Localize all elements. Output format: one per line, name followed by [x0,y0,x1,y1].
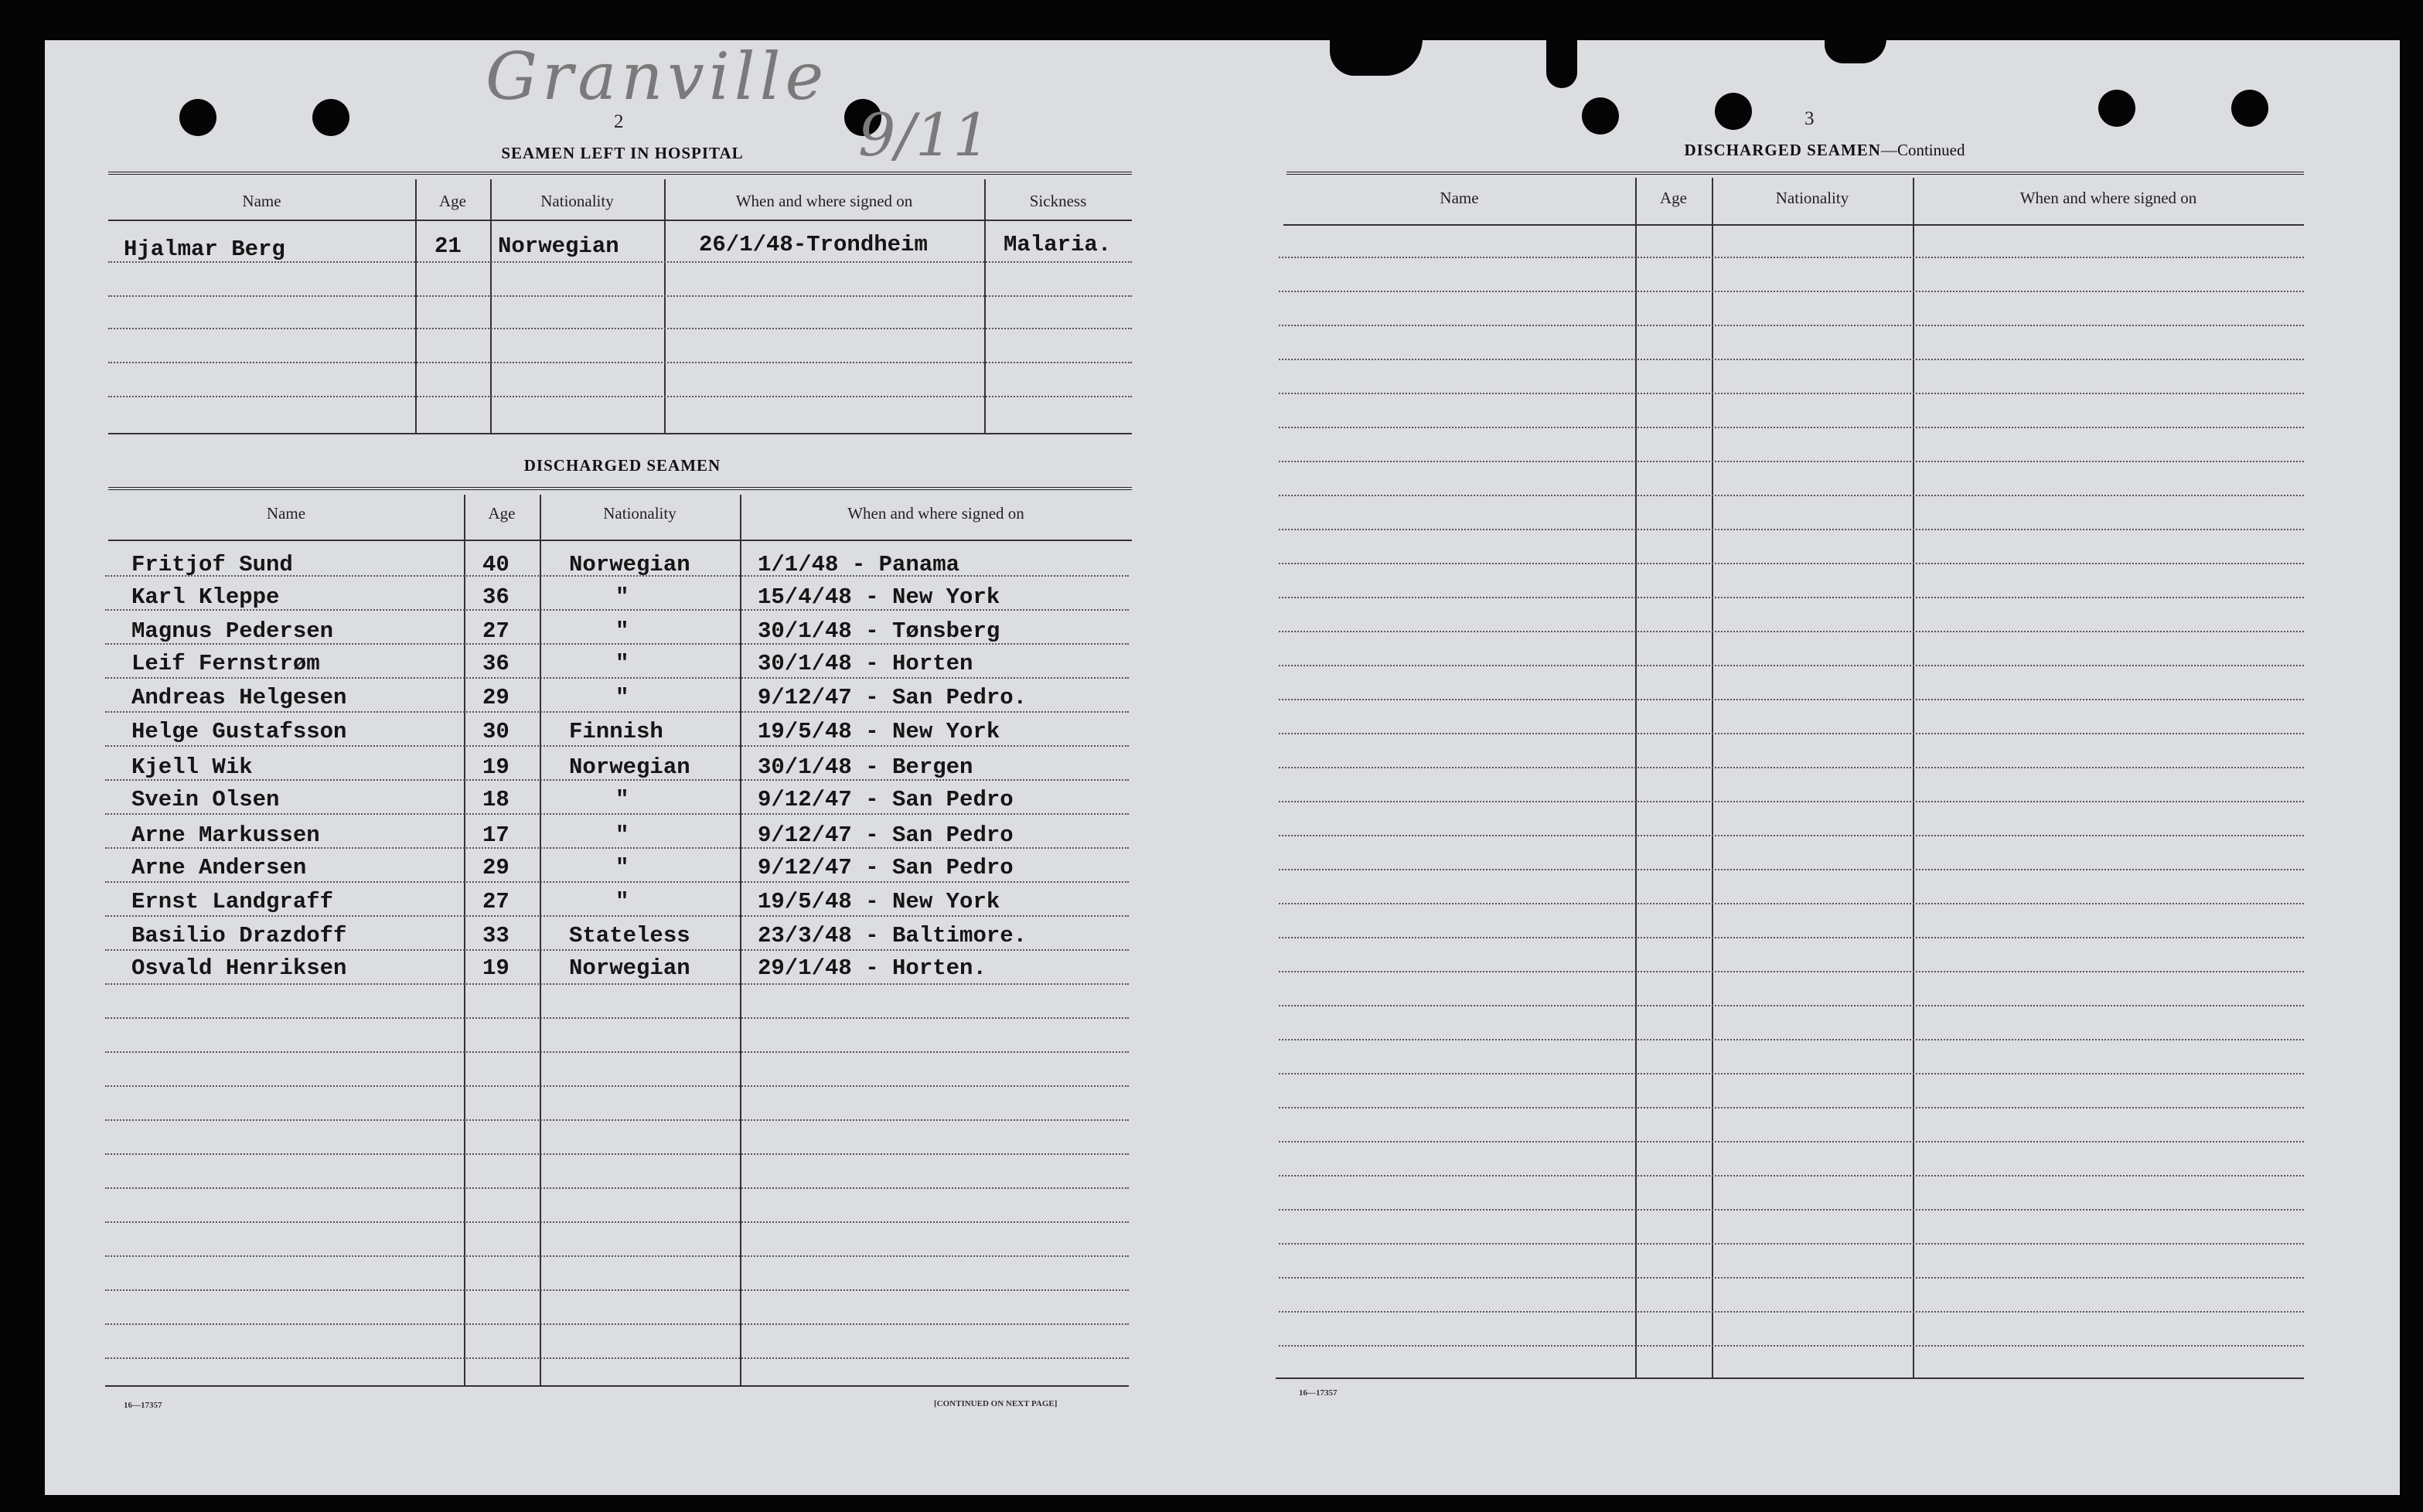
column-divider [415,179,417,433]
continued-header-nationality: Nationality [1775,189,1849,207]
binder-hole [1715,93,1752,130]
row-line [1279,563,2304,564]
column-divider [1712,178,1713,1377]
discharged-section-title: DISCHARGED SEAMEN [523,456,721,475]
discharged-seaman-signed-on: 9/12/47 - San Pedro [758,787,1014,812]
row-line [1279,767,2304,768]
discharged-seaman-signed-on: 1/1/48 - Panama [758,552,960,577]
discharged-seaman-name: Arne Markussen [131,822,320,848]
hospital-header-nationality: Nationality [540,192,614,210]
table-top-rule [1286,172,2304,175]
discharged-seaman-nationality: Norwegian [569,552,690,577]
row-line [108,295,1132,297]
discharged-seaman-signed-on: 30/1/48 - Horten [758,651,973,676]
discharged-seaman-nationality: " [615,855,629,880]
row-line [1279,325,2304,326]
discharged-seaman-signed-on: 9/12/47 - San Pedro [758,855,1014,880]
discharged-seaman-name: Basilio Drazdoff [131,923,347,948]
continued-section-title [1608,141,2041,160]
hospital-header-sickness: Sickness [1029,192,1087,210]
row-line [1279,1107,2304,1108]
row-line [1279,733,2304,734]
hospital-seaman-sickness: Malaria. [1004,232,1112,257]
discharged-seaman-nationality: Norwegian [569,754,690,780]
row-line [1279,1073,2304,1074]
discharged-seaman-age: 29 [482,685,509,710]
discharged-seaman-signed-on: 9/12/47 - San Pedro [758,822,1014,848]
table-bottom-rule [105,1385,1129,1387]
discharged-seaman-name: Arne Andersen [131,855,307,880]
discharged-seaman-age: 36 [482,584,509,610]
discharged-seaman-name: Kjell Wik [131,754,253,780]
discharged-seaman-age: 19 [482,955,509,981]
discharged-seaman-nationality: " [615,787,629,812]
row-line [1279,1243,2304,1245]
discharged-seaman-age: 36 [482,651,509,676]
continued-header-name: Name [1440,189,1479,207]
table-bottom-rule [108,433,1132,434]
handwritten-date: 9/11 [858,100,990,169]
discharged-seaman-age: 27 [482,889,509,914]
row-line [108,396,1132,397]
discharged-seaman-signed-on: 23/3/48 - Baltimore. [758,923,1027,948]
header-bottom-rule [108,540,1132,541]
row-line [1279,495,2304,496]
discharged-seaman-age: 17 [482,822,509,848]
discharged-header-age: Age [488,504,516,523]
discharged-seaman-name: Fritjof Sund [131,552,293,577]
hospital-seaman-name: Hjalmar Berg [124,237,285,262]
discharged-seaman-name: Ernst Landgraff [131,889,334,914]
continued-note: [CONTINUED ON NEXT PAGE] [934,1399,1058,1408]
row-line [1279,1277,2304,1279]
torn-edge [1546,39,1577,88]
row-line [1279,1039,2304,1040]
discharged-seaman-age: 29 [482,855,509,880]
row-line [1279,359,2304,360]
row-line [1279,461,2304,462]
row-line [1279,257,2304,258]
row-line [1279,869,2304,870]
column-divider [740,495,741,1385]
discharged-seaman-nationality: Norwegian [569,955,690,981]
column-divider [1913,178,1914,1377]
discharged-seaman-signed-on: 15/4/48 - New York [758,584,1000,610]
table-top-rule [108,487,1132,490]
discharged-seaman-age: 27 [482,618,509,644]
row-line [1279,903,2304,904]
row-line [1279,1005,2304,1006]
row-line [1279,937,2304,938]
discharged-seaman-signed-on: 30/1/48 - Bergen [758,754,973,780]
page-number-left: 2 [614,111,624,132]
column-divider [1635,178,1637,1377]
discharged-header-name: Name [266,504,306,523]
hospital-seaman-signed-on: 26/1/48-Trondheim [699,232,928,257]
continued-header-age: Age [1660,189,1687,207]
binder-hole [1582,97,1619,135]
row-line [1279,427,2304,428]
discharged-seaman-name: Andreas Helgesen [131,685,347,710]
form-number-right: 16—17357 [1299,1388,1338,1398]
discharged-seaman-age: 18 [482,787,509,812]
discharged-seaman-age: 33 [482,923,509,948]
row-line [1279,699,2304,700]
discharged-seaman-signed-on: 9/12/47 - San Pedro. [758,685,1027,710]
hospital-header-signed-on: When and where signed on [735,192,913,210]
column-divider [464,495,465,1385]
row-line [1279,835,2304,836]
discharged-header-signed-on: When and where signed on [847,504,1024,523]
row-line [1279,1311,2304,1313]
hospital-section-title: SEAMEN LEFT IN HOSPITAL [501,144,744,162]
discharged-seaman-signed-on: 19/5/48 - New York [758,889,1000,914]
column-divider [664,179,666,433]
column-divider [984,179,986,433]
header-bottom-rule [1283,224,2304,226]
discharged-seaman-signed-on: 29/1/48 - Horten. [758,955,987,981]
header-bottom-rule [108,220,1132,221]
continued-title-main: DISCHARGED SEAMEN [1684,141,1881,159]
row-line [1279,971,2304,972]
hospital-seaman-age: 21 [435,233,462,259]
continued-title-suffix: —Continued [1880,141,1965,159]
discharged-seaman-age: 30 [482,719,509,744]
row-line [1279,1141,2304,1143]
discharged-seaman-signed-on: 30/1/48 - Tønsberg [758,618,1000,644]
binder-hole [2231,90,2268,127]
discharged-seaman-nationality: " [615,889,629,914]
discharged-seaman-name: Magnus Pedersen [131,618,334,644]
discharged-seaman-age: 19 [482,754,509,780]
page-number-right: 3 [1804,108,1815,129]
discharged-seaman-name: Helge Gustafsson [131,719,347,744]
binder-hole [179,99,216,136]
handwritten-vessel-name: Granville [486,39,829,114]
row-line [1279,665,2304,666]
row-line [1279,801,2304,802]
discharged-seaman-name: Svein Olsen [131,787,280,812]
row-line [1279,1175,2304,1177]
discharged-seaman-nationality: " [615,685,629,710]
row-line [108,362,1132,363]
row-line [108,328,1132,329]
hospital-header-name: Name [242,192,281,210]
table-top-rule [108,172,1132,175]
binder-hole [2098,90,2135,127]
discharged-seaman-name: Leif Fernstrøm [131,651,320,676]
column-divider [540,495,541,1385]
discharged-seaman-nationality: " [615,584,629,610]
discharged-seaman-nationality: " [615,618,629,644]
discharged-seaman-nationality: " [615,822,629,848]
discharged-header-nationality: Nationality [603,504,676,523]
row-line [1279,291,2304,292]
form-number-left: 16—17357 [124,1401,162,1410]
discharged-seaman-nationality: " [615,651,629,676]
column-divider [490,179,492,433]
row-line [1279,393,2304,394]
table-bottom-rule [1276,1377,2304,1379]
discharged-seaman-nationality: Finnish [569,719,663,744]
hospital-header-age: Age [439,192,466,210]
row-line [1279,1209,2304,1211]
discharged-seaman-name: Osvald Henriksen [131,955,347,981]
hospital-seaman-nationality: Norwegian [498,233,619,259]
row-line [1279,631,2304,632]
continued-header-signed-on: When and where signed on [2019,189,2197,207]
row-line [1279,1345,2304,1347]
discharged-seaman-signed-on: 19/5/48 - New York [758,719,1000,744]
discharged-seaman-nationality: Stateless [569,923,690,948]
row-line [1279,529,2304,530]
row-line [1279,597,2304,598]
discharged-seaman-age: 40 [482,552,509,577]
binder-hole [312,99,349,136]
discharged-seaman-name: Karl Kleppe [131,584,280,610]
